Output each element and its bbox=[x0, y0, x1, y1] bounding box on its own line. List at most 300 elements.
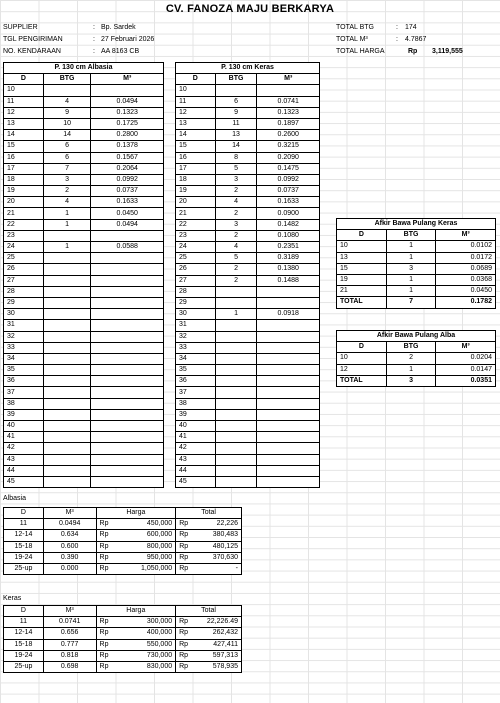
total-cell: 480,125 bbox=[194, 541, 242, 552]
btg-cell: 5 bbox=[215, 163, 257, 174]
albasia-summary-table bbox=[3, 507, 242, 575]
keras-table-title: P. 130 cm Keras bbox=[176, 63, 320, 74]
m3-cell bbox=[257, 342, 320, 353]
table-row bbox=[4, 253, 164, 264]
btg-cell bbox=[43, 253, 91, 264]
diameter-cell: 25-up bbox=[4, 661, 44, 672]
table-row bbox=[4, 376, 164, 387]
btg-cell: 3 bbox=[215, 219, 257, 230]
btg-cell: 4 bbox=[43, 197, 91, 208]
table-row bbox=[4, 242, 164, 253]
total-harga-row bbox=[336, 46, 463, 58]
diameter-cell: 19-24 bbox=[4, 650, 44, 661]
diameter-cell: 39 bbox=[176, 409, 216, 420]
diameter-cell: 41 bbox=[4, 432, 44, 443]
m3-cell: 0.1633 bbox=[257, 197, 320, 208]
btg-cell bbox=[43, 275, 91, 286]
btg-cell bbox=[43, 342, 91, 353]
btg-cell: 9 bbox=[215, 107, 257, 118]
table-row bbox=[176, 230, 320, 241]
total-m3-row bbox=[336, 34, 463, 46]
m3-cell: 0.0450 bbox=[91, 208, 164, 219]
table-row bbox=[4, 230, 164, 241]
colon: : bbox=[93, 24, 95, 31]
table-row bbox=[337, 353, 496, 364]
table-row bbox=[176, 141, 320, 152]
afkir-alba-table bbox=[336, 330, 496, 387]
btg-cell: 2 bbox=[386, 353, 436, 364]
currency-cell: Rp bbox=[176, 628, 194, 639]
m3-cell: 0.1080 bbox=[257, 230, 320, 241]
colon: : bbox=[396, 36, 398, 43]
date-label: TGL PENGIRIMAN bbox=[3, 36, 63, 43]
btg-cell: 1 bbox=[386, 241, 436, 252]
afkir-keras-title: Afkir Bawa Pulang Keras bbox=[337, 219, 496, 230]
table-row bbox=[176, 253, 320, 264]
document-title: CV. FANOZA MAJU BERKARYA bbox=[165, 3, 335, 15]
m3-cell: 0.2800 bbox=[91, 130, 164, 141]
m3-cell bbox=[91, 253, 164, 264]
m3-cell: 0.0204 bbox=[436, 353, 496, 364]
diameter-cell: 18 bbox=[176, 174, 216, 185]
total-cell: 22,226 bbox=[194, 519, 242, 530]
table-row bbox=[176, 219, 320, 230]
diameter-cell: 22 bbox=[176, 219, 216, 230]
table-row bbox=[4, 628, 242, 639]
column-header-total: Total bbox=[176, 508, 242, 519]
table-row bbox=[337, 274, 496, 285]
m3-cell bbox=[91, 264, 164, 275]
total-cell: 427,411 bbox=[194, 639, 242, 650]
btg-cell: 4 bbox=[215, 197, 257, 208]
btg-cell bbox=[43, 286, 91, 297]
vehicle-row bbox=[3, 46, 154, 58]
m3-cell: 0.0368 bbox=[436, 274, 496, 285]
diameter-cell: 40 bbox=[4, 421, 44, 432]
btg-cell: 1 bbox=[386, 252, 436, 263]
btg-cell bbox=[215, 286, 257, 297]
diameter-cell: 13 bbox=[337, 252, 387, 263]
table-row bbox=[176, 309, 320, 320]
m3-cell bbox=[257, 331, 320, 342]
diameter-cell: 39 bbox=[4, 409, 44, 420]
m3-cell: 0.2090 bbox=[257, 152, 320, 163]
btg-cell: 1 bbox=[386, 274, 436, 285]
column-header-btg: BTG bbox=[215, 74, 257, 85]
table-row bbox=[176, 163, 320, 174]
total-cell: 370,630 bbox=[194, 552, 242, 563]
supplier-value: Bp. Sardek bbox=[101, 24, 136, 31]
diameter-cell: 45 bbox=[176, 476, 216, 487]
diameter-cell: 37 bbox=[4, 387, 44, 398]
btg-cell: 7 bbox=[43, 163, 91, 174]
harga-cell: 830,000 bbox=[114, 661, 176, 672]
table-row bbox=[4, 639, 242, 650]
diameter-cell: 32 bbox=[176, 331, 216, 342]
table-row bbox=[337, 286, 496, 297]
diameter-cell: 24 bbox=[4, 242, 44, 253]
diameter-cell: 15 bbox=[4, 141, 44, 152]
btg-cell: 13 bbox=[215, 130, 257, 141]
afkir-keras-table bbox=[336, 218, 496, 309]
diameter-cell: 20 bbox=[176, 197, 216, 208]
table-row bbox=[4, 342, 164, 353]
m3-cell: 0.1475 bbox=[257, 163, 320, 174]
table-row bbox=[337, 241, 496, 252]
m3-cell bbox=[91, 286, 164, 297]
table-row bbox=[176, 376, 320, 387]
m3-cell bbox=[91, 230, 164, 241]
harga-cell: 400,000 bbox=[114, 628, 176, 639]
table-row bbox=[4, 650, 242, 661]
btg-cell bbox=[215, 387, 257, 398]
afkir-alba-title: Afkir Bawa Pulang Alba bbox=[337, 331, 496, 342]
diameter-cell: 11 bbox=[176, 96, 216, 107]
table-row bbox=[4, 476, 164, 487]
m3-cell: 0.1567 bbox=[91, 152, 164, 163]
table-row bbox=[176, 130, 320, 141]
btg-cell: 2 bbox=[215, 275, 257, 286]
btg-cell: 14 bbox=[215, 141, 257, 152]
btg-cell bbox=[215, 365, 257, 376]
column-header-d: D bbox=[4, 74, 44, 85]
total-cell: 262,432 bbox=[194, 628, 242, 639]
table-row bbox=[4, 174, 164, 185]
btg-cell: 1 bbox=[43, 242, 91, 253]
table-row bbox=[176, 275, 320, 286]
albasia-table-title: P. 130 cm Albasia bbox=[4, 63, 164, 74]
diameter-cell: 11 bbox=[4, 617, 44, 628]
m3-cell bbox=[257, 409, 320, 420]
total-cell: 597,313 bbox=[194, 650, 242, 661]
table-row bbox=[4, 563, 242, 574]
m3-cell: 0.1380 bbox=[257, 264, 320, 275]
m3-cell: 0.1633 bbox=[91, 197, 164, 208]
table-row bbox=[4, 186, 164, 197]
total-m3-cell: 0.1782 bbox=[436, 297, 496, 308]
table-row bbox=[176, 96, 320, 107]
btg-cell bbox=[43, 230, 91, 241]
currency-cell: Rp bbox=[96, 628, 114, 639]
table-row bbox=[4, 96, 164, 107]
diameter-cell: 21 bbox=[176, 208, 216, 219]
column-header-d: D bbox=[4, 606, 44, 617]
diameter-cell: 15-18 bbox=[4, 639, 44, 650]
btg-cell bbox=[43, 454, 91, 465]
total-btg-label: TOTAL BTG bbox=[336, 24, 374, 31]
date-value: 27 Februari 2026 bbox=[101, 36, 155, 43]
btg-cell: 8 bbox=[215, 152, 257, 163]
table-row bbox=[4, 331, 164, 342]
m3-cell: 0.0737 bbox=[91, 186, 164, 197]
diameter-cell: 38 bbox=[4, 398, 44, 409]
btg-cell bbox=[43, 432, 91, 443]
m3-cell bbox=[257, 365, 320, 376]
m3-cell: 0.0992 bbox=[91, 174, 164, 185]
btg-cell bbox=[215, 454, 257, 465]
table-row bbox=[4, 264, 164, 275]
diameter-cell: 31 bbox=[4, 320, 44, 331]
diameter-cell: 28 bbox=[4, 286, 44, 297]
currency-cell: Rp bbox=[176, 661, 194, 672]
diameter-cell: 16 bbox=[4, 152, 44, 163]
m3-cell: 0.0102 bbox=[436, 241, 496, 252]
btg-cell bbox=[215, 409, 257, 420]
table-row bbox=[337, 263, 496, 274]
m3-cell bbox=[257, 297, 320, 308]
total-cell: 22,226.49 bbox=[194, 617, 242, 628]
currency-cell: Rp bbox=[176, 650, 194, 661]
diameter-cell: 42 bbox=[4, 443, 44, 454]
column-header-m3: M³ bbox=[257, 74, 320, 85]
table-row bbox=[4, 398, 164, 409]
btg-cell bbox=[43, 443, 91, 454]
btg-cell bbox=[43, 398, 91, 409]
diameter-cell: 12 bbox=[176, 107, 216, 118]
currency-cell: Rp bbox=[176, 639, 194, 650]
diameter-cell: 45 bbox=[4, 476, 44, 487]
diameter-cell: 31 bbox=[176, 320, 216, 331]
column-header-btg: BTG bbox=[43, 74, 91, 85]
m3-cell bbox=[257, 432, 320, 443]
albasia-summary-label: Albasia bbox=[3, 495, 26, 502]
btg-cell bbox=[215, 376, 257, 387]
currency-cell: Rp bbox=[96, 519, 114, 530]
currency-cell: Rp bbox=[176, 519, 194, 530]
diameter-cell: 28 bbox=[176, 286, 216, 297]
table-row bbox=[176, 387, 320, 398]
diameter-cell: 17 bbox=[176, 163, 216, 174]
m3-cell bbox=[257, 376, 320, 387]
harga-cell: 1,050,000 bbox=[114, 563, 176, 574]
table-row bbox=[176, 85, 320, 96]
m3-cell: 0.818 bbox=[43, 650, 96, 661]
m3-cell: 0.0172 bbox=[436, 252, 496, 263]
btg-cell bbox=[43, 465, 91, 476]
table-row bbox=[4, 309, 164, 320]
harga-cell: 300,000 bbox=[114, 617, 176, 628]
diameter-cell: 24 bbox=[176, 242, 216, 253]
column-header-btg: BTG bbox=[386, 230, 436, 241]
column-header-m3: M³ bbox=[43, 508, 96, 519]
total-harga-currency: Rp bbox=[408, 48, 418, 55]
currency-cell: Rp bbox=[96, 661, 114, 672]
currency-cell: Rp bbox=[176, 530, 194, 541]
totals-info bbox=[336, 22, 463, 58]
currency-cell: Rp bbox=[96, 639, 114, 650]
diameter-cell: 42 bbox=[176, 443, 216, 454]
table-row bbox=[4, 387, 164, 398]
table-row bbox=[176, 242, 320, 253]
table-row bbox=[176, 186, 320, 197]
currency-cell: Rp bbox=[176, 541, 194, 552]
colon: : bbox=[396, 24, 398, 31]
currency-cell: Rp bbox=[96, 617, 114, 628]
m3-cell: 0.1488 bbox=[257, 275, 320, 286]
diameter-cell: 11 bbox=[4, 519, 44, 530]
btg-cell: 2 bbox=[215, 264, 257, 275]
m3-cell: 0.600 bbox=[43, 541, 96, 552]
btg-cell bbox=[215, 421, 257, 432]
total-harga-label: TOTAL HARGA bbox=[336, 48, 385, 55]
table-row bbox=[176, 197, 320, 208]
diameter-cell: 38 bbox=[176, 398, 216, 409]
diameter-cell: 12-14 bbox=[4, 530, 44, 541]
table-row bbox=[4, 454, 164, 465]
diameter-cell: 15-18 bbox=[4, 541, 44, 552]
table-row bbox=[4, 421, 164, 432]
m3-cell: 0.777 bbox=[43, 639, 96, 650]
table-row bbox=[4, 286, 164, 297]
diameter-cell: 34 bbox=[176, 353, 216, 364]
diameter-cell: 44 bbox=[4, 465, 44, 476]
column-header-harga: Harga bbox=[96, 508, 176, 519]
diameter-cell: 27 bbox=[176, 275, 216, 286]
keras-detail-table bbox=[175, 62, 320, 488]
total-label: TOTAL bbox=[337, 297, 387, 308]
column-header-harga: Harga bbox=[96, 606, 176, 617]
diameter-cell: 19-24 bbox=[4, 552, 44, 563]
btg-cell bbox=[43, 409, 91, 420]
table-row bbox=[176, 409, 320, 420]
btg-cell bbox=[43, 297, 91, 308]
btg-cell: 1 bbox=[43, 208, 91, 219]
diameter-cell: 26 bbox=[176, 264, 216, 275]
diameter-cell: 32 bbox=[4, 331, 44, 342]
diameter-cell: 33 bbox=[4, 342, 44, 353]
m3-cell bbox=[91, 376, 164, 387]
btg-cell: 1 bbox=[386, 364, 436, 375]
table-row bbox=[4, 130, 164, 141]
m3-cell bbox=[257, 443, 320, 454]
table-row bbox=[176, 342, 320, 353]
diameter-cell: 35 bbox=[4, 365, 44, 376]
btg-cell: 9 bbox=[43, 107, 91, 118]
m3-cell bbox=[91, 421, 164, 432]
btg-cell: 3 bbox=[215, 174, 257, 185]
btg-cell: 3 bbox=[43, 174, 91, 185]
btg-cell bbox=[215, 476, 257, 487]
table-row bbox=[176, 107, 320, 118]
table-row bbox=[4, 219, 164, 230]
btg-cell bbox=[215, 297, 257, 308]
btg-cell bbox=[43, 421, 91, 432]
diameter-cell: 17 bbox=[4, 163, 44, 174]
diameter-cell: 41 bbox=[176, 432, 216, 443]
btg-cell bbox=[215, 398, 257, 409]
m3-cell: 0.656 bbox=[43, 628, 96, 639]
btg-cell bbox=[43, 476, 91, 487]
table-row bbox=[176, 443, 320, 454]
table-row bbox=[176, 398, 320, 409]
column-header-m3: M³ bbox=[436, 342, 496, 353]
btg-cell bbox=[43, 331, 91, 342]
m3-cell bbox=[257, 476, 320, 487]
m3-cell bbox=[91, 409, 164, 420]
btg-cell bbox=[43, 320, 91, 331]
total-cell: 380,483 bbox=[194, 530, 242, 541]
m3-cell: 0.000 bbox=[43, 563, 96, 574]
total-label: TOTAL bbox=[337, 375, 387, 386]
table-row bbox=[176, 297, 320, 308]
btg-cell bbox=[215, 320, 257, 331]
diameter-cell: 36 bbox=[4, 376, 44, 387]
diameter-cell: 13 bbox=[176, 118, 216, 129]
diameter-cell: 36 bbox=[176, 376, 216, 387]
table-row bbox=[176, 365, 320, 376]
supplier-label: SUPPLIER bbox=[3, 24, 38, 31]
btg-cell bbox=[43, 365, 91, 376]
m3-cell: 0.0494 bbox=[43, 519, 96, 530]
m3-cell bbox=[257, 353, 320, 364]
total-m3-label: TOTAL M³ bbox=[336, 36, 368, 43]
colon: : bbox=[93, 36, 95, 43]
m3-cell bbox=[257, 465, 320, 476]
m3-cell bbox=[91, 320, 164, 331]
total-cell: - bbox=[194, 563, 242, 574]
diameter-cell: 25 bbox=[4, 253, 44, 264]
m3-cell bbox=[91, 309, 164, 320]
table-row bbox=[4, 465, 164, 476]
colon: : bbox=[93, 48, 95, 55]
column-header-btg: BTG bbox=[386, 342, 436, 353]
total-btg-value: 174 bbox=[405, 24, 417, 31]
diameter-cell: 23 bbox=[176, 230, 216, 241]
m3-cell bbox=[91, 275, 164, 286]
m3-cell bbox=[91, 353, 164, 364]
diameter-cell: 19 bbox=[4, 186, 44, 197]
m3-cell bbox=[91, 331, 164, 342]
m3-cell bbox=[257, 286, 320, 297]
diameter-cell: 15 bbox=[337, 263, 387, 274]
m3-cell: 0.1725 bbox=[91, 118, 164, 129]
table-row bbox=[4, 530, 242, 541]
m3-cell bbox=[257, 387, 320, 398]
currency-cell: Rp bbox=[96, 650, 114, 661]
m3-cell: 0.0918 bbox=[257, 309, 320, 320]
total-cell: 578,935 bbox=[194, 661, 242, 672]
btg-cell: 2 bbox=[215, 186, 257, 197]
currency-cell: Rp bbox=[96, 552, 114, 563]
diameter-cell: 34 bbox=[4, 353, 44, 364]
diameter-cell: 33 bbox=[176, 342, 216, 353]
diameter-cell: 20 bbox=[4, 197, 44, 208]
diameter-cell: 37 bbox=[176, 387, 216, 398]
diameter-cell: 10 bbox=[4, 85, 44, 96]
m3-cell: 0.698 bbox=[43, 661, 96, 672]
column-header-d: D bbox=[4, 508, 44, 519]
table-row bbox=[176, 454, 320, 465]
currency-cell: Rp bbox=[96, 563, 114, 574]
table-row bbox=[4, 541, 242, 552]
table-row bbox=[176, 465, 320, 476]
btg-cell: 3 bbox=[386, 263, 436, 274]
btg-cell bbox=[43, 85, 91, 96]
total-btg-cell: 3 bbox=[386, 375, 436, 386]
diameter-cell: 12-14 bbox=[4, 628, 44, 639]
harga-cell: 730,000 bbox=[114, 650, 176, 661]
m3-cell bbox=[91, 454, 164, 465]
shipment-info bbox=[3, 22, 154, 58]
btg-cell: 2 bbox=[215, 208, 257, 219]
currency-cell: Rp bbox=[96, 530, 114, 541]
m3-cell bbox=[91, 432, 164, 443]
table-row bbox=[176, 118, 320, 129]
btg-cell: 11 bbox=[215, 118, 257, 129]
btg-cell bbox=[43, 353, 91, 364]
column-header-total: Total bbox=[176, 606, 242, 617]
total-m3-value: 4.7867 bbox=[405, 36, 427, 43]
